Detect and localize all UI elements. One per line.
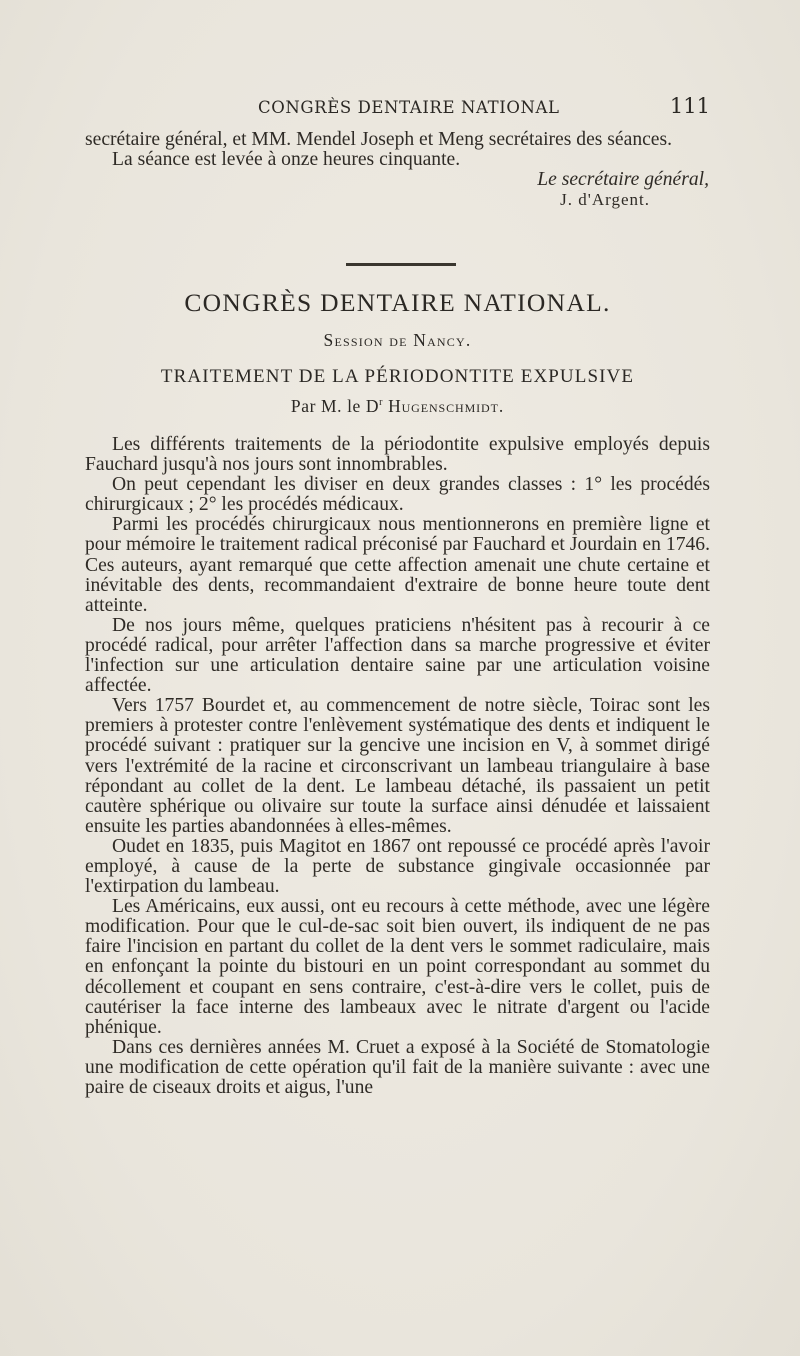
session-heading: Session de Nancy.	[323, 330, 472, 350]
running-head-title: CONGRÈS DENTAIRE NATIONAL	[258, 98, 560, 117]
paragraph: On peut cependant les diviser en deux grandes classes : 1° les procédés chirurgicaux ; 2° les procédés médicaux.	[85, 474, 710, 516]
previous-section-end	[85, 130, 710, 210]
article-title: TRAITEMENT DE LA PÉRIODONTITE EXPULSIVE	[160, 366, 635, 387]
signature-name: J. d'Argent.	[560, 190, 650, 210]
section-divider	[346, 263, 456, 266]
paragraph: Les Américains, eux aussi, ont eu recours à cette méthode, avec une légère modification. Pour que le cul-de-sac soit bien ouvert, ils indiquent de ne pas faire l'incision en partant du collet de la dent vers le sommet radiculaire, mais en enfonçant la pointe du bistouri en un point correspondant au sommet du décollement et coupant en sens contraire, c'est-à-dire vers le collet, puis de cautériser la face interne des lambeaux avec le nitrate d'argent ou l'acide phénique.	[85, 896, 710, 1038]
paragraph: Dans ces dernières années M. Cruet a exposé à la Société de Stomatologie une modification de cette opération qu'il fait de la manière suivante : avec une paire de ciseaux droits et aigus, l'une	[85, 1036, 710, 1098]
byline-author: Hugenschmidt.	[388, 396, 505, 416]
paragraph: Oudet en 1835, puis Magitot en 1867 ont repoussé ce procédé après l'avoir employé, à cause de la perte de substance gingivale occasionnée par l'extirpation du lambeau.	[85, 835, 710, 898]
paragraph: De nos jours même, quelques praticiens n'hésitent pas à recourir à ce procédé radical, pour arrêter l'affection dans sa marche progressive et éviter l'infection sur une articulation dentaire saine par une articulation voisine affectée.	[85, 614, 710, 697]
byline-prefix: Par M. le D	[290, 396, 380, 416]
page-number: 111	[669, 94, 710, 118]
paragraph: Parmi les procédés chirurgicaux nous mentionnerons en première ligne et pour mémoire le traitement radical préconisé par Fauchard et Jourdain en 1746. Ces auteurs, ayant remarqué que cette affection amenait une chute certaine et inévitable des dents, recommandaient d'extraire de bonne heure toute dent atteinte.	[85, 514, 710, 616]
article-body	[85, 435, 710, 1098]
signature-role: Le secrétaire général,	[537, 169, 709, 191]
byline	[85, 396, 710, 417]
continuation-text: secrétaire général, et MM. Mendel Joseph et Meng secrétaires des séances.	[85, 129, 673, 150]
paragraph: Vers 1757 Bourdet et, au commencement de notre siècle, Toirac sont les premiers à protester contre l'enlèvement systématique des dents et indiquent le procédé suivant : pratiquer sur la gencive une incision en V, à sommet dirigé vers l'extrémité de la racine et circonscrivant un lambeau triangulaire à base répondant au collet de la dent. Le lambeau détaché, ils passaient un petit cautère sphérique ou olivaire sur toute la surface ainsi dénudée et laissaient ensuite les parties abandonnées à elles-mêmes.	[85, 695, 710, 837]
congress-heading: CONGRÈS DENTAIRE NATIONAL.	[184, 288, 611, 317]
byline-superscript: r	[379, 397, 384, 409]
paragraph: Les différents traitements de la périodontite expulsive employés depuis Fauchard jusqu'à nos jours sont innombrables.	[85, 434, 710, 476]
closing-line: La séance est levée à onze heures cinquante.	[112, 149, 461, 171]
